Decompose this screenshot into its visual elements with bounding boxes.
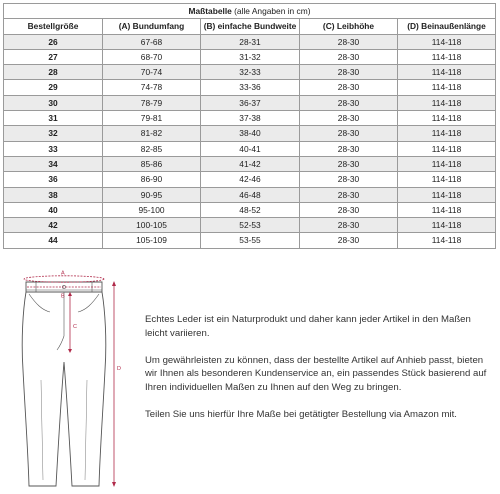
- table-row: [4, 34, 496, 49]
- table-cell: 41-42: [201, 156, 300, 171]
- table-cell: 42-46: [201, 172, 300, 187]
- table-row: [4, 95, 496, 110]
- table-title: Maßtabelle: [188, 6, 232, 16]
- note-paragraph: Teilen Sie uns hierfür Ihre Maße bei getätigter Bestellung via Amazon mit.: [145, 409, 457, 421]
- size-cell: 32: [4, 126, 103, 141]
- table-body: [4, 34, 496, 248]
- size-cell: 31: [4, 111, 103, 126]
- table-cell: 114-118: [398, 80, 496, 95]
- size-cell: 44: [4, 233, 103, 248]
- table-cell: 114-118: [398, 233, 496, 248]
- table-cell: 28-31: [201, 34, 300, 49]
- table-header-row: [4, 19, 496, 34]
- table-cell: 95-100: [103, 202, 201, 217]
- table-cell: 28-30: [300, 141, 398, 156]
- table-row: [4, 187, 496, 202]
- table-cell: 85-86: [103, 156, 201, 171]
- column-header: (A) Bundumfang: [103, 19, 201, 34]
- table-row: [4, 218, 496, 233]
- notes-text: [145, 313, 490, 435]
- table-cell: 28-30: [300, 95, 398, 110]
- table-cell: 114-118: [398, 187, 496, 202]
- table-cell: 114-118: [398, 126, 496, 141]
- table-row: [4, 111, 496, 126]
- table-row: [4, 80, 496, 95]
- table-title-note: (alle Angaben in cm): [234, 6, 311, 16]
- table-cell: 28-30: [300, 80, 398, 95]
- table-cell: 53-55: [201, 233, 300, 248]
- note-paragraph: Um gewährleisten zu können, dass der bestellte Artikel auf Anhieb passt, bieten wir Ihnen als besonderen Kundenservice an, ein passendes Stück basierend auf Ihren individuellen Maßen zu Ihnen auf den Weg zu bringen.: [145, 354, 487, 393]
- waist-circumference-guide: [24, 276, 104, 282]
- table-cell: 36-37: [201, 95, 300, 110]
- table-cell: 90-95: [103, 187, 201, 202]
- table-cell: 28-30: [300, 49, 398, 64]
- size-cell: 33: [4, 141, 103, 156]
- table-caption-row: [4, 4, 496, 19]
- table-row: [4, 126, 496, 141]
- table-cell: 28-30: [300, 202, 398, 217]
- table-cell: 81-82: [103, 126, 201, 141]
- table-cell: 28-30: [300, 172, 398, 187]
- size-cell: 36: [4, 172, 103, 187]
- table-cell: 68-70: [103, 49, 201, 64]
- table-cell: 28-30: [300, 65, 398, 80]
- table-cell: 31-32: [201, 49, 300, 64]
- size-cell: 27: [4, 49, 103, 64]
- size-cell: 42: [4, 218, 103, 233]
- table-cell: 28-30: [300, 126, 398, 141]
- table-cell: 52-53: [201, 218, 300, 233]
- table-cell: 82-85: [103, 141, 201, 156]
- note-paragraph: Echtes Leder ist ein Naturprodukt und daher kann jeder Artikel in den Maßen leicht variieren.: [145, 314, 471, 339]
- table-cell: 46-48: [201, 187, 300, 202]
- table-cell: 33-36: [201, 80, 300, 95]
- label-c: C: [73, 324, 77, 330]
- column-header: (D) Beinaußenlänge: [398, 19, 496, 34]
- size-cell: 30: [4, 95, 103, 110]
- table-cell: 79-81: [103, 111, 201, 126]
- table-cell: 114-118: [398, 141, 496, 156]
- trousers-measurement-drawing: [10, 270, 128, 490]
- table-cell: 78-79: [103, 95, 201, 110]
- table-cell: 114-118: [398, 218, 496, 233]
- column-header: (C) Leibhöhe: [300, 19, 398, 34]
- size-cell: 40: [4, 202, 103, 217]
- table-row: [4, 233, 496, 248]
- table-row: [4, 202, 496, 217]
- table-cell: 28-30: [300, 156, 398, 171]
- table-cell: 28-30: [300, 111, 398, 126]
- table-cell: 28-30: [300, 187, 398, 202]
- table-row: [4, 156, 496, 171]
- label-b: B: [61, 293, 65, 300]
- table-cell: 114-118: [398, 111, 496, 126]
- size-cell: 29: [4, 80, 103, 95]
- table-cell: 28-30: [300, 218, 398, 233]
- table-cell: 40-41: [201, 141, 300, 156]
- table-cell: 114-118: [398, 172, 496, 187]
- label-a: A: [61, 270, 65, 277]
- table-cell: 114-118: [398, 202, 496, 217]
- table-cell: 28-30: [300, 34, 398, 49]
- table-cell: 28-30: [300, 233, 398, 248]
- column-header: (B) einfache Bundweite: [201, 19, 300, 34]
- table-row: [4, 172, 496, 187]
- table-cell: 48-52: [201, 202, 300, 217]
- size-table: [3, 3, 496, 249]
- size-cell: 26: [4, 34, 103, 49]
- table-cell: 38-40: [201, 126, 300, 141]
- table-cell: 70-74: [103, 65, 201, 80]
- trousers-outline: [22, 282, 106, 486]
- table-cell: 105-109: [103, 233, 201, 248]
- table-cell: 114-118: [398, 34, 496, 49]
- table-cell: 114-118: [398, 49, 496, 64]
- label-d: D: [117, 366, 121, 372]
- table-cell: 67-68: [103, 34, 201, 49]
- table-cell: 114-118: [398, 156, 496, 171]
- table-row: [4, 141, 496, 156]
- table-cell: 114-118: [398, 65, 496, 80]
- table-cell: 86-90: [103, 172, 201, 187]
- table-caption: [4, 4, 496, 19]
- table-cell: 114-118: [398, 95, 496, 110]
- size-cell: 28: [4, 65, 103, 80]
- size-cell: 38: [4, 187, 103, 202]
- size-cell: 34: [4, 156, 103, 171]
- table-cell: 37-38: [201, 111, 300, 126]
- table-cell: 74-78: [103, 80, 201, 95]
- table-row: [4, 65, 496, 80]
- table-row: [4, 49, 496, 64]
- table-cell: 32-33: [201, 65, 300, 80]
- column-header: Bestellgröße: [4, 19, 103, 34]
- table-cell: 100-105: [103, 218, 201, 233]
